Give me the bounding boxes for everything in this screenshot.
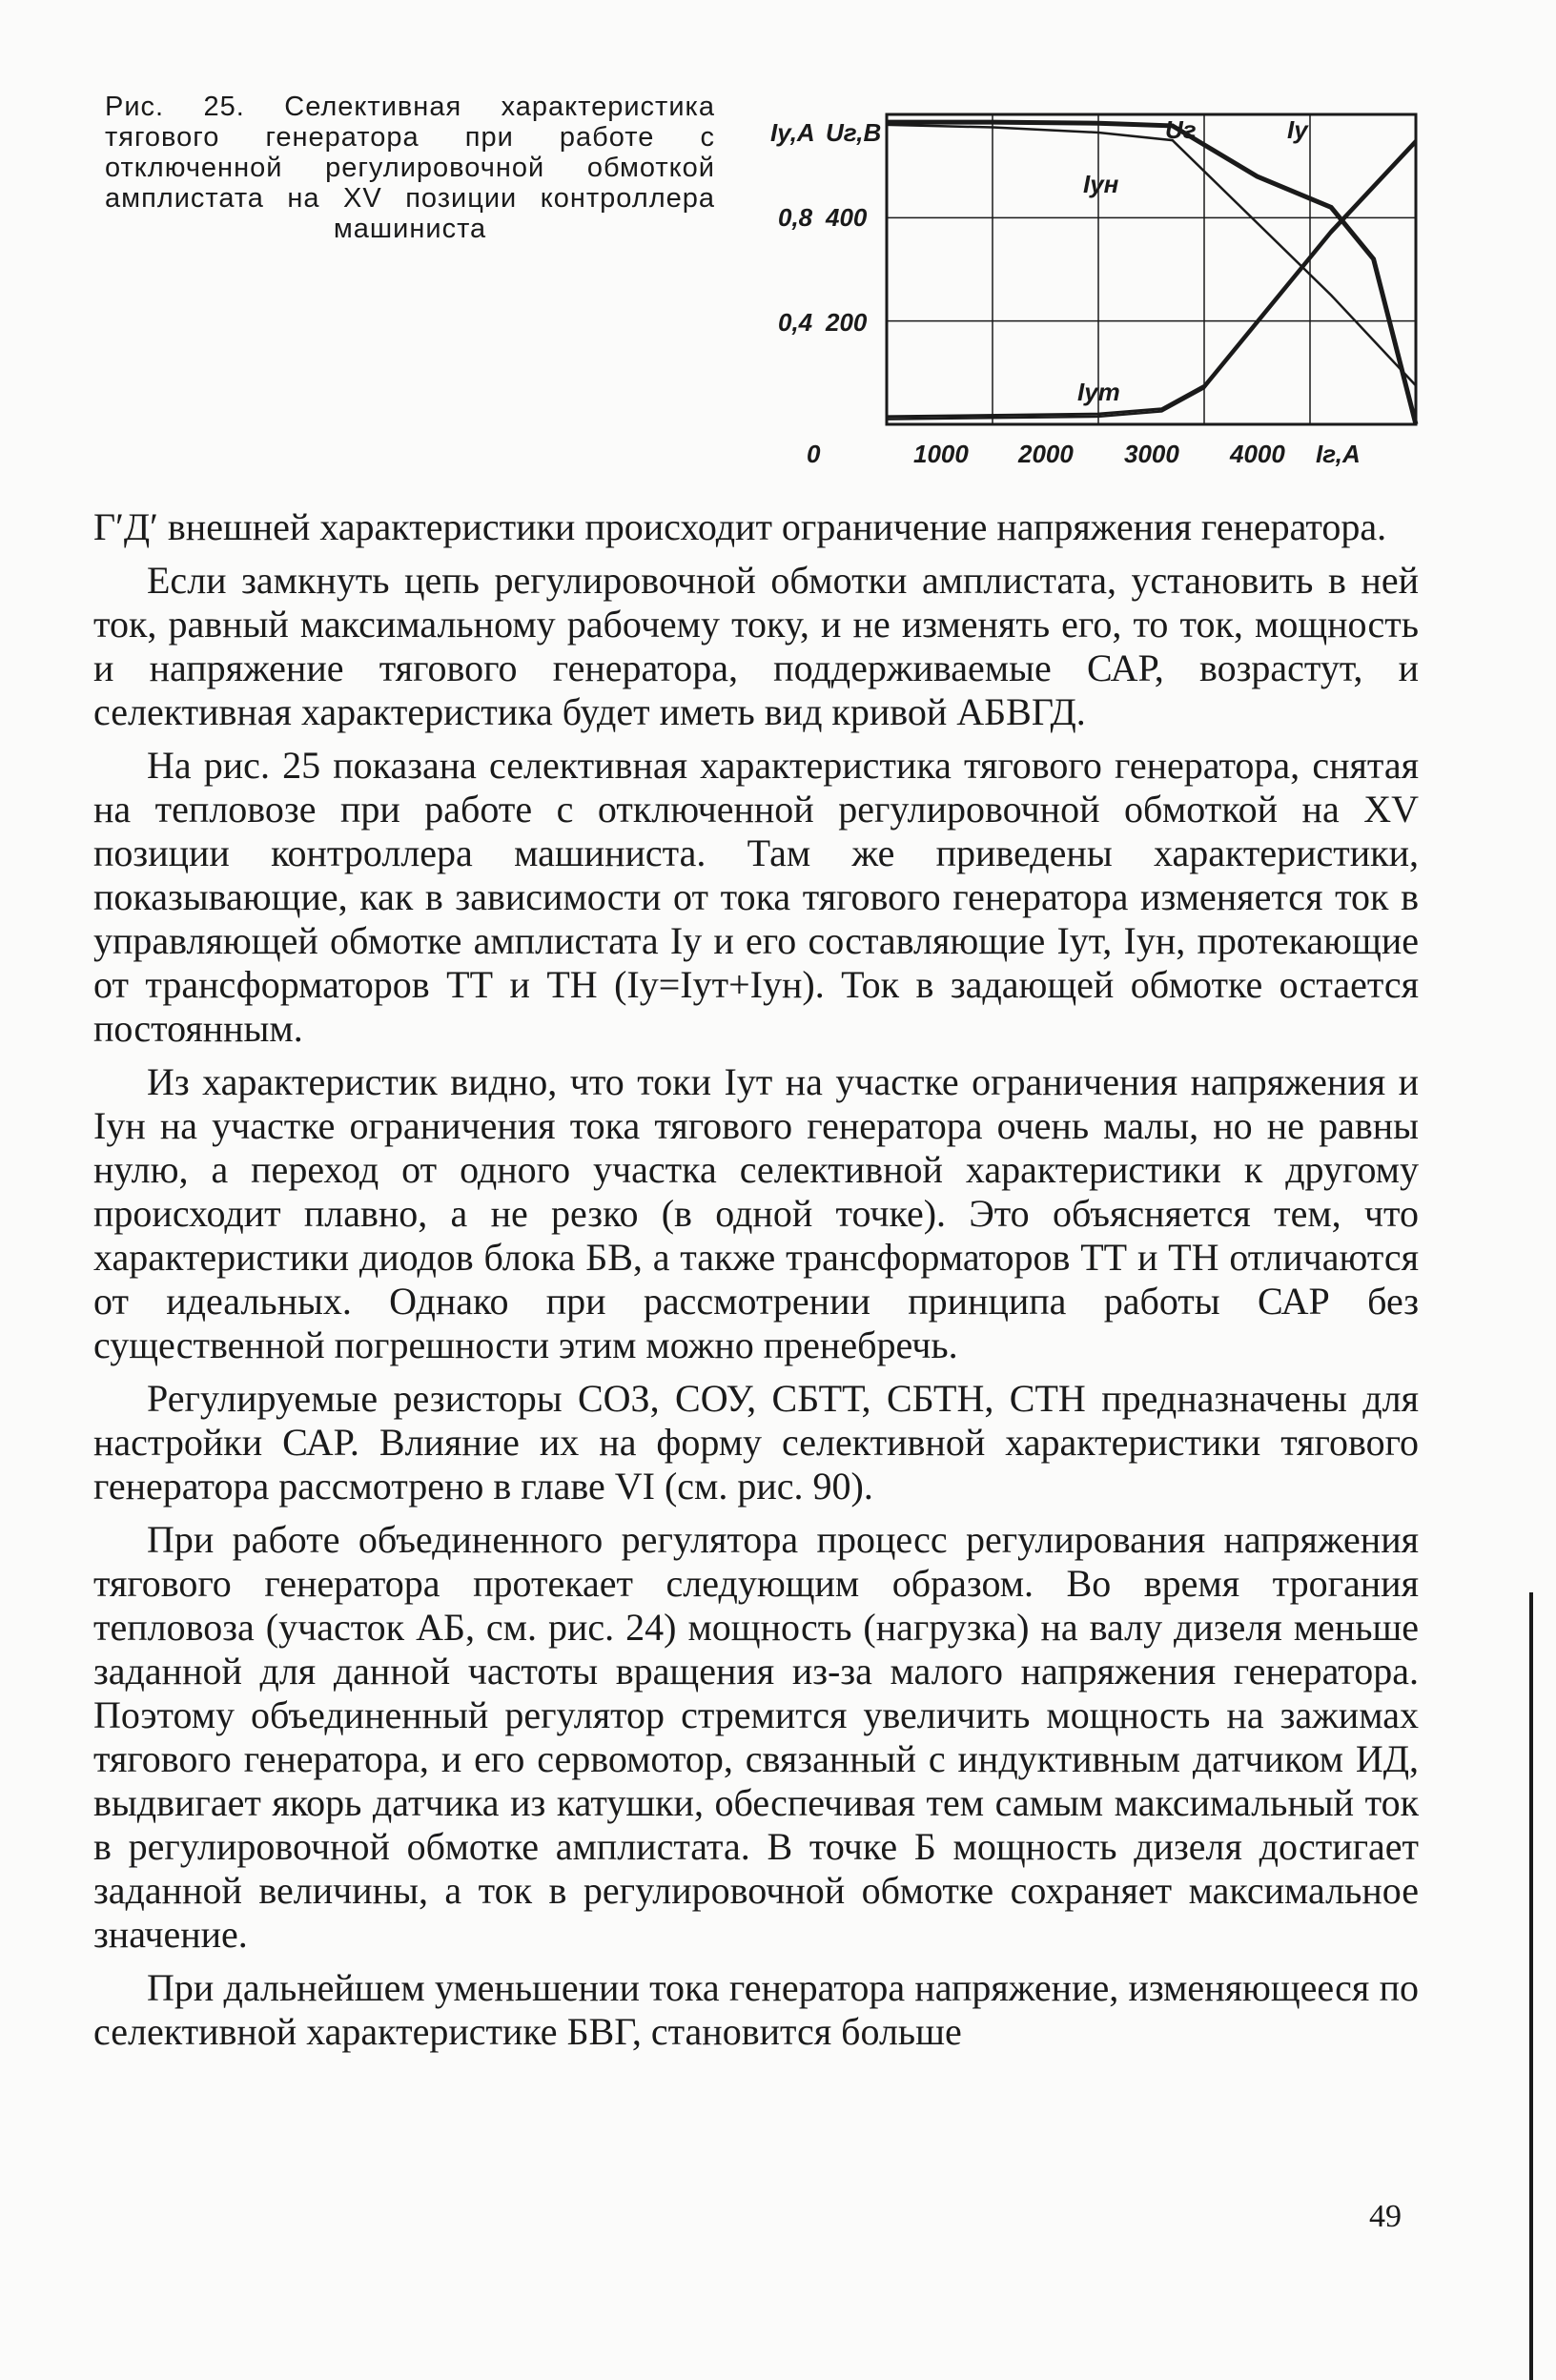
x-tick-0: 0 xyxy=(807,440,821,468)
figure-25-chart xyxy=(753,95,1430,477)
body-text xyxy=(93,505,1419,2063)
chart-svg xyxy=(753,95,1430,477)
y-tick-current-0.4: 0,4 xyxy=(778,308,813,337)
curve-label-ug: Uг xyxy=(1165,115,1197,144)
paragraph-3: На рис. 25 показана селективная характеристика тягового генератора, снятая на тепловозе при работе с отключенной регулировочной обмоткой на XV позиции контроллера машиниста. Там же приведены характеристики, показывающие, как в зависимости от тока тягового генератора изменяется ток в управляющей обмотке амплистата Iу и его составляющие Iут, Iун, протекающие от трансформаторов ТТ и ТН (Iу=Iут+Iун). Ток в задающей обмотке остается постоянным. xyxy=(93,744,1419,1050)
series-line-ug xyxy=(887,122,1416,424)
x-axis-label: Iг,А xyxy=(1316,440,1361,468)
y-tick-current-0.8: 0,8 xyxy=(778,203,813,232)
x-tick-1000: 1000 xyxy=(913,440,969,468)
axis-label-current: Iу,А xyxy=(770,118,815,147)
y-tick-voltage-400: 400 xyxy=(826,203,868,232)
paragraph-7: При дальнейшем уменьшении тока генератора напряжение, изменяющееся по селективной характеристике БВГ, становится больше xyxy=(93,1966,1419,2053)
plot-frame xyxy=(887,114,1416,424)
x-tick-3000: 3000 xyxy=(1124,440,1179,468)
paragraph-6: При работе объединенного регулятора процесс регулирования напряжения тягового генератора протекает следующим образом. Во время трогания тепловоза (участок АБ, см. рис. 24) мощность (нагрузка) на валу дизеля меньше заданной для данной частоты вращения из-за малого напряжения генератора. Поэтому объединенный регулятор стремится увеличить мощность на зажимах тягового генератора, и его сервомотор, связанный с индуктивным датчиком ИД, выдвигает якорь датчика из катушки, обеспечивая тем самым максимальный ток в регулировочной обмотке амплистата. В точке Б мощность дизеля достигает заданной величины, а ток в регулировочной обмотке сохраняет максимальное значение. xyxy=(93,1518,1419,1956)
curve-label-iu: Iу xyxy=(1287,115,1308,144)
series-line-iut xyxy=(887,143,1416,420)
series-line-iun xyxy=(887,125,1416,386)
axis-label-voltage: Uг,В xyxy=(826,118,882,147)
curve-label-iut: Iут xyxy=(1077,378,1120,406)
paragraph-4: Из характеристик видно, что токи Iут на участке ограничения напряжения и Iун на участке ограничения тока тягового генератора очень малы, но не равны нулю, а переход от одного участка селективной характеристики к другому происходит плавно, а не резко (в одной точке). Это объясняется тем, что характеристики диодов блока БВ, а также трансформаторов ТТ и ТН отличаются от идеальных. Однако при рассмотрении принципа работы САР без существенной погрешности этим можно пренебречь. xyxy=(93,1060,1419,1366)
paragraph-5: Регулируемые резисторы СОЗ, СОУ, СБТТ, СБТН, СТН предназначены для настройки САР. Влияние их на форму селективной характеристики тягового генератора рассмотрено в главе VI (см. рис. 90). xyxy=(93,1377,1419,1508)
paragraph-2: Если замкнуть цепь регулировочной обмотки амплистата, установить в ней ток, равный максимальному рабочему току, и не изменять его, то ток, мощность и напряжение тягового генератора, поддерживаемые САР, возрастут, и селективная характеристика будет иметь вид кривой АБВГД. xyxy=(93,559,1419,733)
figure-caption: Рис. 25. Селективная характеристика тягового генератора при работе с отключенной регулировочной обмоткой амплистата на XV позиции контроллера машиниста xyxy=(105,92,715,244)
y-tick-voltage-200: 200 xyxy=(826,308,868,337)
curve-label-iun: Iун xyxy=(1083,170,1119,198)
grid xyxy=(887,114,1416,424)
series-line-iu xyxy=(887,140,1416,417)
paragraph-1: Г′Д′ внешней характеристики происходит ограничение напряжения генератора. xyxy=(93,505,1387,548)
page-number: 49 xyxy=(1369,2199,1402,2234)
x-tick-2000: 2000 xyxy=(1018,440,1074,468)
x-tick-4000: 4000 xyxy=(1230,440,1285,468)
scan-margin-line xyxy=(1529,1592,1533,2380)
